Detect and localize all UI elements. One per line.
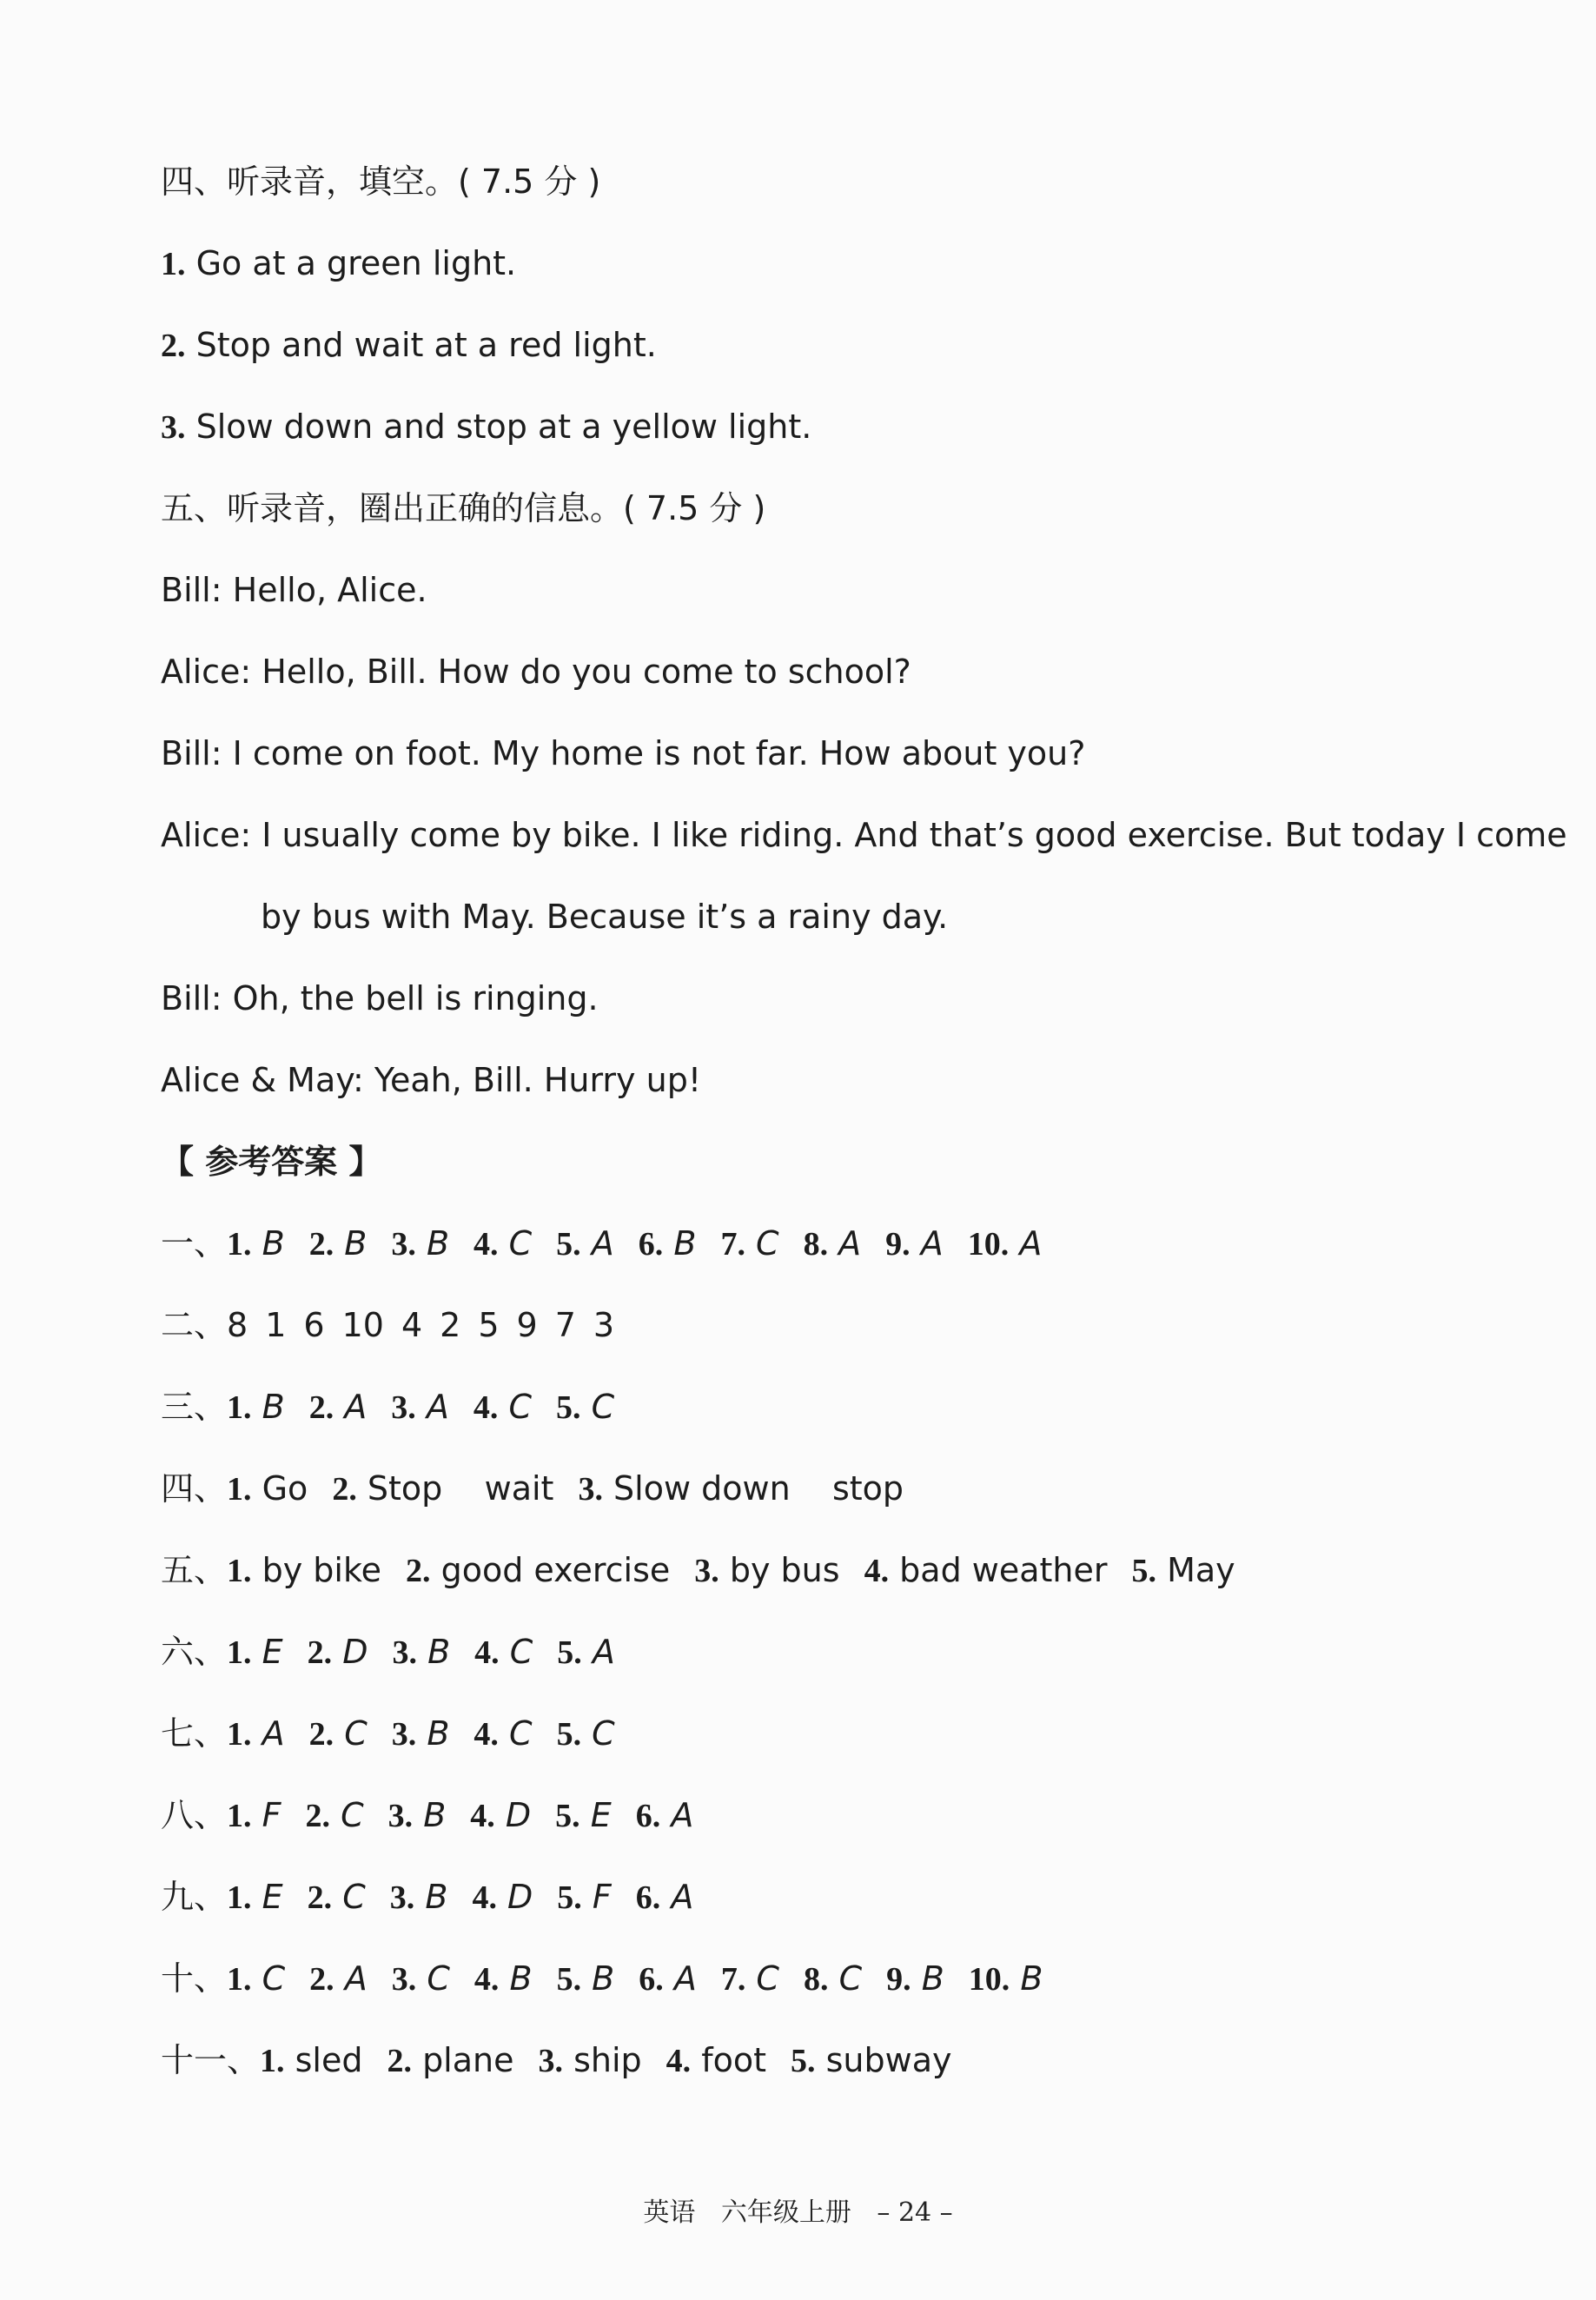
item-number: 1.: [161, 246, 186, 282]
answer-number: 2.: [309, 1961, 334, 1998]
answer-number: 5.: [556, 1389, 581, 1426]
answer-row-1: [161, 1223, 1042, 1265]
answer-number: 3.: [391, 1389, 416, 1426]
answer-number: 2.: [307, 1879, 333, 1916]
answer-section-prefix: 六、: [161, 1633, 228, 1671]
answer-number: 4.: [472, 1879, 497, 1916]
answer-text: by bus: [729, 1551, 840, 1589]
answer-row-7: [161, 1713, 615, 1755]
answer-text: C: [756, 1959, 779, 1998]
answer-number: 5.: [556, 1716, 582, 1753]
answer-text: C: [509, 1714, 533, 1753]
answer-number: 3.: [694, 1553, 719, 1589]
answer-number: 9.: [886, 1961, 911, 1998]
answer-text: Stop wait: [367, 1469, 554, 1508]
answer-number: 3.: [391, 1226, 416, 1263]
answer-text: C: [756, 1224, 779, 1263]
answer-value: 6: [303, 1306, 325, 1344]
answer-text: C: [508, 1224, 533, 1263]
item-number: 3.: [161, 409, 186, 446]
answer-number: 3.: [391, 1961, 417, 1998]
answer-section-prefix: 三、: [161, 1388, 228, 1426]
section-5-title: 五、听录音，圈出正确的信息。( 7.5 分 ): [161, 489, 766, 527]
answer-number: 2.: [308, 1226, 334, 1263]
answer-text: C: [592, 1714, 615, 1753]
answer-text: E: [590, 1796, 612, 1834]
section-4-title: 四、听录音，填空。( 7.5 分 ): [161, 162, 601, 201]
answer-text: F: [262, 1796, 281, 1834]
dialogue-line: by bus with May. Because it’s a rainy day.: [261, 898, 949, 936]
answer-number: 1.: [227, 1961, 252, 1998]
answer-text: C: [342, 1878, 366, 1916]
answer-number: 1.: [227, 1798, 252, 1834]
answer-section-prefix: 十、: [161, 1959, 228, 1998]
answer-number: 6.: [638, 1226, 664, 1263]
answer-number: 4.: [474, 1961, 500, 1998]
answer-section-prefix: 二、: [161, 1306, 228, 1344]
answer-row-4: [161, 1468, 904, 1510]
answer-text: C: [344, 1714, 368, 1753]
footer-grade: 六年级上册: [720, 2197, 851, 2228]
answer-number: 2.: [305, 1798, 330, 1834]
answer-number: 5.: [555, 1798, 580, 1834]
answer-number: 4.: [474, 1226, 499, 1263]
section-4-item-2: [161, 324, 657, 367]
answer-text: B: [344, 1224, 368, 1263]
answer-text: bad weather: [899, 1551, 1108, 1589]
answer-number: 5.: [1131, 1553, 1156, 1589]
answer-text: A: [838, 1224, 862, 1263]
section-4-item-1: [161, 242, 516, 285]
answer-text: A: [1019, 1224, 1043, 1263]
answer-section-prefix: 七、: [161, 1714, 228, 1753]
answer-number: 7.: [720, 1226, 745, 1263]
answer-text: B: [427, 1633, 451, 1671]
answer-row-8: [161, 1794, 693, 1837]
answer-text: plane: [422, 2041, 514, 2079]
answer-text: B: [425, 1878, 448, 1916]
answer-number: 4.: [474, 1634, 500, 1671]
answer-text: A: [671, 1878, 694, 1916]
answer-row-10: [161, 1958, 1043, 2000]
answer-number: 4.: [470, 1798, 495, 1834]
answer-number: 7.: [720, 1961, 746, 1998]
answer-number: 2.: [307, 1634, 333, 1671]
answer-text: Go: [262, 1469, 308, 1508]
answer-text: D: [342, 1633, 368, 1671]
dialogue-line: Alice: I usually come by bike. I like riding. And that’s good exercise. But today I come: [161, 816, 1567, 854]
answer-text: C: [591, 1388, 615, 1426]
answer-value: 3: [593, 1306, 615, 1344]
answer-number: 2.: [308, 1389, 334, 1426]
answer-value: 10: [341, 1306, 384, 1344]
answer-number: 4.: [474, 1716, 499, 1753]
answer-text: B: [673, 1224, 697, 1263]
answer-number: 5.: [557, 1879, 582, 1916]
answer-section-prefix: 九、: [161, 1878, 228, 1916]
answer-text: C: [341, 1796, 364, 1834]
answer-text: A: [592, 1633, 615, 1671]
answer-text: C: [509, 1633, 533, 1671]
answer-number: 4.: [864, 1553, 890, 1589]
answer-text: Slow down stop: [613, 1469, 904, 1508]
answer-number: 10.: [968, 1961, 1010, 1998]
answer-text: B: [262, 1224, 285, 1263]
answer-text: A: [426, 1388, 449, 1426]
answer-text: B: [509, 1959, 533, 1998]
answer-number: 1.: [227, 1879, 252, 1916]
answer-number: 6.: [635, 1798, 661, 1834]
answer-text: A: [262, 1714, 285, 1753]
answer-text: subway: [825, 2041, 952, 2079]
answer-value: 4: [401, 1306, 423, 1344]
answer-number: 1.: [227, 1226, 252, 1263]
answer-text: sled: [295, 2041, 363, 2079]
answer-text: A: [673, 1959, 697, 1998]
answer-value: 1: [265, 1306, 287, 1344]
answer-value: 9: [516, 1306, 538, 1344]
answer-text: B: [592, 1959, 615, 1998]
answer-number: 2.: [406, 1553, 431, 1589]
answer-number: 5.: [791, 2043, 816, 2079]
answer-section-prefix: 五、: [161, 1551, 228, 1589]
answer-value: 8: [227, 1306, 248, 1344]
answer-text: C: [508, 1388, 533, 1426]
answer-number: 3.: [387, 1798, 414, 1834]
answer-text: B: [427, 1714, 450, 1753]
section-4-item-3: [161, 406, 811, 448]
answer-number: 5.: [557, 1634, 582, 1671]
answer-text: A: [344, 1388, 368, 1426]
answer-number: 6.: [639, 1961, 664, 1998]
answer-number: 1.: [260, 2043, 285, 2079]
answer-text: E: [262, 1878, 283, 1916]
answer-text: May: [1167, 1551, 1235, 1589]
answer-number: 5.: [556, 1961, 582, 1998]
answer-row-2: [161, 1304, 614, 1346]
answer-text: B: [423, 1796, 447, 1834]
answer-text: A: [671, 1796, 694, 1834]
answer-text: B: [262, 1388, 285, 1426]
answer-number: 2.: [308, 1716, 334, 1753]
answer-number: 1.: [227, 1389, 252, 1426]
answer-text: good exercise: [440, 1551, 671, 1589]
answer-section-prefix: 八、: [161, 1796, 228, 1834]
item-text: Go at a green light.: [195, 244, 517, 282]
answer-text: D: [507, 1878, 533, 1916]
answer-section-prefix: 四、: [161, 1469, 228, 1508]
answer-number: 1.: [227, 1553, 252, 1589]
answer-text: ship: [573, 2041, 642, 2079]
answer-text: A: [920, 1224, 944, 1263]
answer-text: by bike: [262, 1551, 382, 1589]
answer-text: C: [262, 1959, 286, 1998]
answer-number: 1.: [227, 1716, 252, 1753]
answer-text: A: [591, 1224, 614, 1263]
answer-number: 8.: [803, 1961, 829, 1998]
footer-subject: 英语: [643, 2197, 696, 2228]
answers-title: 【 参考答案 】: [161, 1143, 382, 1181]
answer-row-5: [161, 1549, 1235, 1592]
answer-text: C: [427, 1959, 450, 1998]
answer-text: B: [921, 1959, 944, 1998]
answer-row-6: [161, 1631, 615, 1674]
item-text: Stop and wait at a red light.: [195, 326, 657, 364]
answer-number: 3.: [392, 1634, 417, 1671]
dialogue-line: Bill: I come on foot. My home is not far. How about you?: [161, 734, 1086, 772]
answer-number: 8.: [803, 1226, 829, 1263]
footer-page-number: – 24 –: [877, 2197, 953, 2228]
answer-text: E: [262, 1633, 283, 1671]
answer-text: A: [344, 1959, 368, 1998]
dialogue-line: Alice: Hello, Bill. How do you come to school?: [161, 653, 911, 691]
answer-number: 3.: [578, 1471, 603, 1508]
answer-value: 7: [554, 1306, 576, 1344]
answer-number: 6.: [635, 1879, 661, 1916]
answer-row-11: [161, 2039, 951, 2082]
answer-text: D: [505, 1796, 532, 1834]
answer-number: 4.: [666, 2043, 692, 2079]
dialogue-line: Bill: Hello, Alice.: [161, 571, 427, 609]
answer-value: 5: [478, 1306, 500, 1344]
item-number: 2.: [161, 328, 186, 364]
answer-number: 2.: [387, 2043, 412, 2079]
answer-row-9: [161, 1876, 693, 1919]
answer-number: 2.: [332, 1471, 357, 1508]
page-footer: [0, 2196, 1596, 2230]
answer-section-prefix: 十一、: [161, 2041, 261, 2079]
answer-value: 2: [440, 1306, 461, 1344]
answer-number: 3.: [389, 1879, 415, 1916]
answer-text: C: [838, 1959, 863, 1998]
answer-text: F: [592, 1878, 612, 1916]
answer-text: B: [426, 1224, 450, 1263]
answer-section-prefix: 一、: [161, 1224, 228, 1263]
answer-number: 5.: [556, 1226, 581, 1263]
answer-number: 9.: [885, 1226, 911, 1263]
dialogue-line: Bill: Oh, the bell is ringing.: [161, 979, 599, 1017]
answer-number: 1.: [227, 1471, 252, 1508]
answer-number: 3.: [538, 2043, 563, 2079]
dialogue-line: Alice & May: Yeah, Bill. Hurry up!: [161, 1061, 702, 1099]
item-text: Slow down and stop at a yellow light.: [195, 408, 812, 446]
answer-number: 1.: [227, 1634, 252, 1671]
answer-text: B: [1020, 1959, 1043, 1998]
answer-row-3: [161, 1386, 614, 1428]
answer-number: 3.: [391, 1716, 417, 1753]
answer-number: 10.: [967, 1226, 1010, 1263]
answer-text: foot: [701, 2041, 767, 2079]
answer-number: 4.: [473, 1389, 499, 1426]
